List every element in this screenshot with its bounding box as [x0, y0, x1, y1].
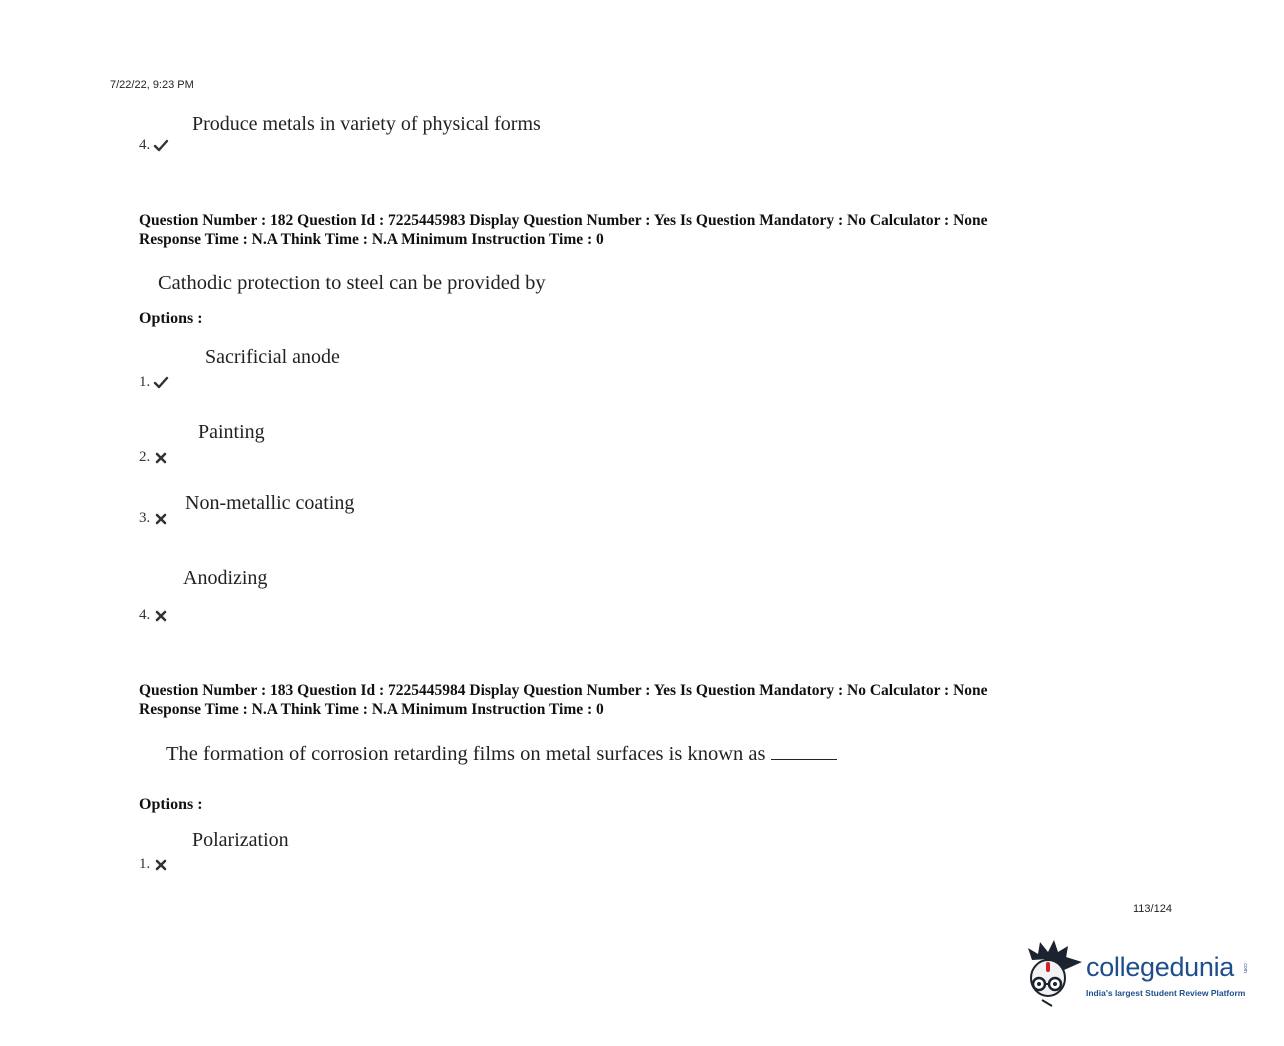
cross-icon: [153, 609, 169, 623]
cross-icon: [153, 451, 169, 465]
option-text: Sacrificial anode: [205, 346, 340, 368]
cross-icon: [153, 512, 169, 526]
question-meta: [139, 211, 988, 249]
question-meta: [139, 681, 988, 719]
page-indicator: 113/124: [1133, 903, 1172, 915]
logo-brand-text: collegedunia: [1086, 952, 1235, 982]
collegedunia-logo: [1024, 938, 1260, 1010]
logo-domain-suffix: .com: [1242, 962, 1248, 973]
option-number-label: 4.: [139, 137, 151, 153]
option-number-label: 2.: [139, 449, 151, 465]
option-text: Anodizing: [183, 567, 268, 589]
question-meta-line2: Response Time : N.A Think Time : N.A Minimum Instruction Time : 0: [139, 231, 604, 248]
options-label: Options :: [139, 310, 203, 327]
question-text-content: The formation of corrosion retarding films on metal surfaces is known as: [166, 743, 766, 765]
option-number: [139, 607, 169, 624]
print-timestamp: 7/22/22, 9:23 PM: [110, 79, 194, 91]
options-label: Options :: [139, 796, 203, 813]
option-text: Produce metals in variety of physical forms: [192, 113, 541, 135]
option-number: [139, 374, 169, 391]
option-text: Non-metallic coating: [185, 492, 355, 514]
option-text: Polarization: [192, 829, 289, 851]
option-number: [139, 137, 169, 154]
question-text: Cathodic protection to steel can be provided by: [158, 272, 546, 294]
cross-icon: [153, 858, 169, 872]
mascot-icon: [1024, 938, 1084, 1010]
question-meta-line2: Response Time : N.A Think Time : N.A Minimum Instruction Time : 0: [139, 701, 604, 718]
option-number-label: 1.: [139, 374, 151, 390]
check-icon: [153, 376, 169, 390]
answer-blank: [771, 745, 837, 760]
option-number: [139, 856, 169, 873]
logo-tagline: India's largest Student Review Platform: [1086, 988, 1246, 998]
option-text: Painting: [198, 421, 265, 443]
question-meta-line1: Question Number : 182 Question Id : 7225445983 Display Question Number : Yes Is Question Mandatory : No Calculator : None: [139, 212, 988, 229]
option-number: [139, 449, 169, 466]
question-meta-line1: Question Number : 183 Question Id : 7225445984 Display Question Number : Yes Is Question Mandatory : No Calculator : None: [139, 682, 988, 699]
option-number-label: 3.: [139, 510, 151, 526]
option-number-label: 4.: [139, 607, 151, 623]
question-text: [166, 743, 837, 766]
check-icon: [153, 139, 169, 153]
option-number-label: 1.: [139, 856, 151, 872]
option-number: [139, 510, 169, 527]
